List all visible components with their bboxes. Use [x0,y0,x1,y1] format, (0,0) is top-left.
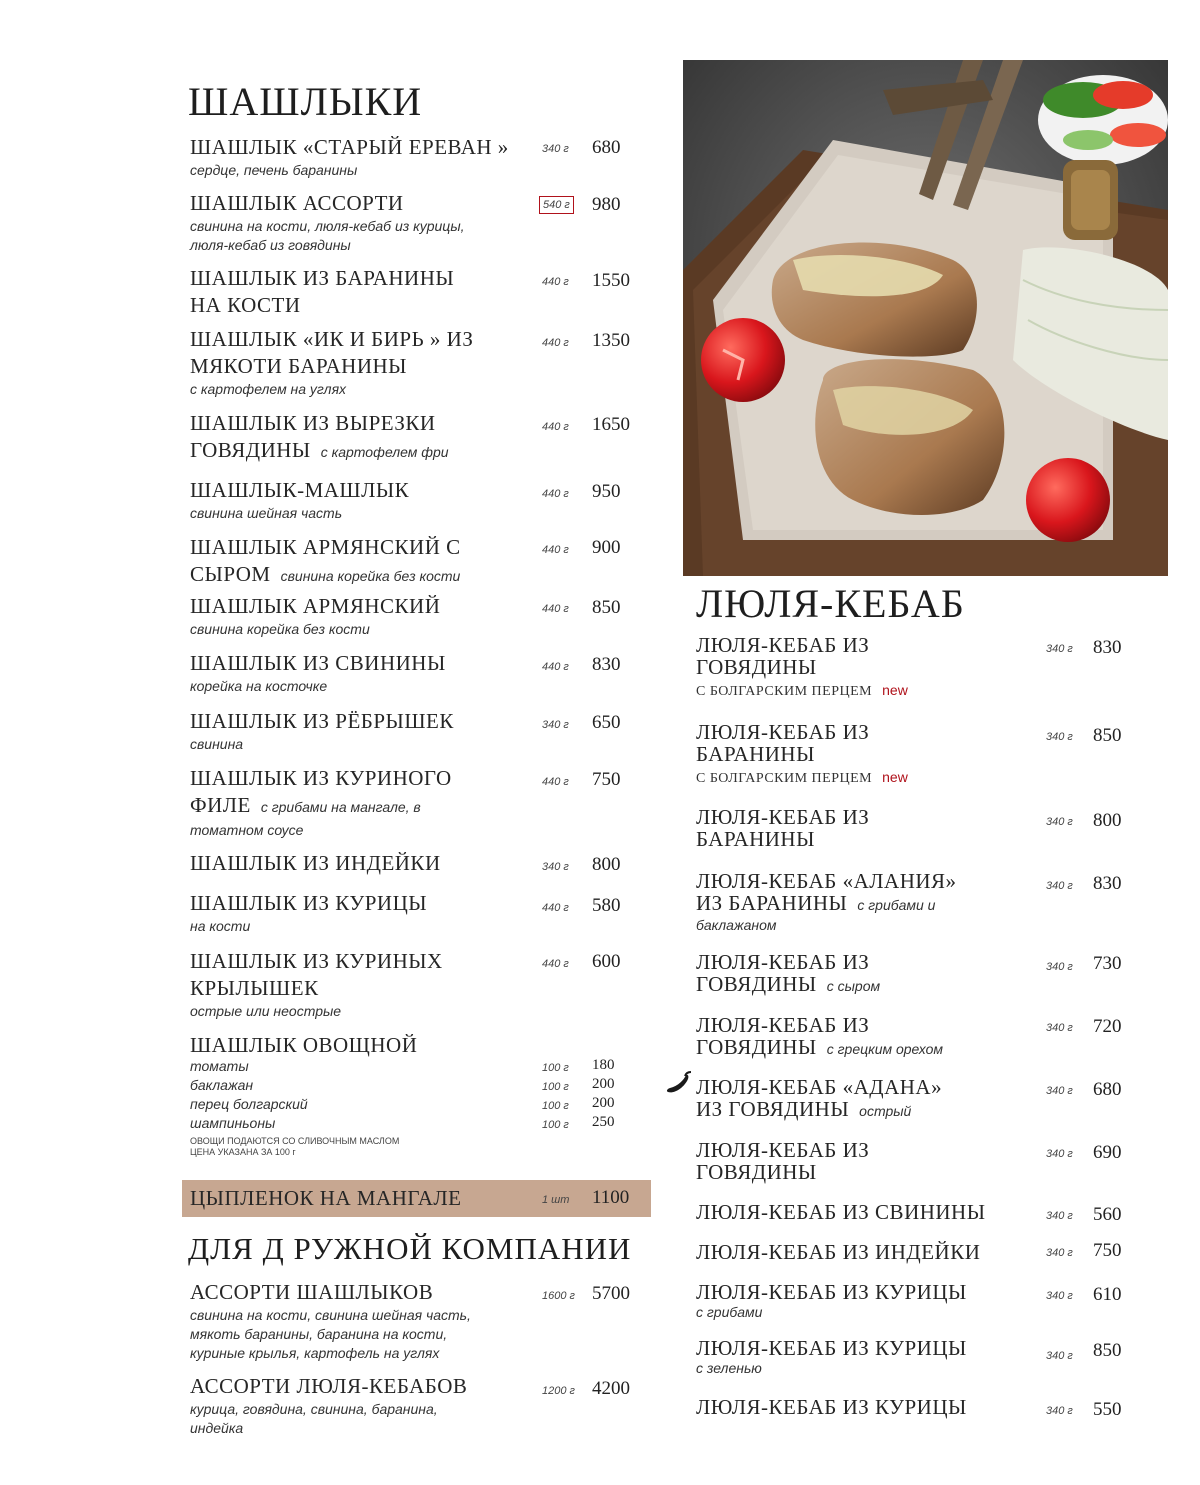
item-price: 1650 [592,414,630,435]
item-weight: 340 г [1046,1148,1073,1160]
veg-row-weight: 100 г [542,1081,569,1093]
menu-item [190,765,452,840]
veg-row-price: 250 [592,1114,615,1130]
item-desc: свинина [190,736,244,752]
item-price: 550 [1093,1399,1122,1420]
item-weight: 1600 г [542,1290,575,1302]
item-name-2: ФИЛЕ [190,793,251,817]
item-name: ШАШЛЫК АРМЯНСКИЙ [190,594,441,618]
item-desc-2: люля-кебаб из говядины [190,237,351,253]
item-desc: свинина на кости, люля-кебаб из курицы, [190,218,465,234]
item-name-2: КРЫЛЫШЕК [190,976,319,1000]
item-desc: с картофелем на углях [190,381,347,397]
item-weight: 340 г [1046,1022,1073,1034]
item-price: 800 [1093,810,1122,831]
menu-item [190,1373,467,1438]
item-price: 580 [592,895,621,916]
item-price: 5700 [592,1283,630,1304]
item-price: 850 [592,597,621,618]
item-desc: с зеленью [696,1360,762,1376]
item-price: 850 [1093,1340,1122,1361]
chicken-price: 1100 [592,1187,630,1208]
item-inline-desc: с грецким орехом [826,1041,943,1057]
item-name: АССОРТИ ЛЮЛЯ-КЕБАБОВ [190,1374,468,1398]
item-weight: 440 г [542,661,569,673]
item-name: ШАШЛЫК ИЗ СВИНИНЫ [190,651,446,675]
item-desc: острые или неострые [190,1003,342,1019]
item-desc: с грибами [696,1304,763,1320]
item-weight: 340 г [1046,961,1073,973]
item-weight: 440 г [542,544,569,556]
item-weight: 340 г [1046,1405,1073,1417]
item-name: ШАШЛЫК ОВОЩНОЙ [190,1033,418,1057]
section-title-shashlyki: ШАШЛЫКИ [188,79,423,124]
section-title-company: ДЛЯ Д РУЖНОЙ КОМПАНИИ [188,1231,632,1266]
menu-item [190,190,465,255]
menu-item [696,634,908,700]
menu-item [190,410,449,466]
menu-item [696,721,908,787]
item-price: 750 [1093,1240,1122,1261]
item-name: ЛЮЛЯ-КЕБАБ ИЗ ИНДЕЙКИ [696,1240,981,1264]
item-name: ШАШЛЫК ИЗ ИНДЕЙКИ [190,851,441,875]
veg-row-weight: 100 г [542,1100,569,1112]
item-weight: 440 г [542,902,569,914]
veg-row-price: 200 [592,1076,615,1092]
item-name: ШАШЛЫК ИЗ КУРИНОГО [190,766,452,790]
item-desc: сердце, печень баранины [190,162,358,178]
item-name: АССОРТИ ШАШЛЫКОВ [190,1280,434,1304]
item-name: ЛЮЛЯ-КЕБАБ ИЗ СВИНИНЫ [696,1200,986,1224]
item-price: 560 [1093,1204,1122,1225]
item-price: 830 [1093,873,1122,894]
item-price: 830 [592,654,621,675]
item-price: 980 [592,194,621,215]
item-name: ЛЮЛЯ-КЕБАБ ИЗ КУРИЦЫ [696,1280,967,1304]
veg-row-label: томаты [190,1058,249,1074]
item-desc: на кости [190,918,251,934]
item-name: ШАШЛЫК «ИК И БИРЬ » ИЗ [190,327,474,351]
item-name: ЛЮЛЯ-КЕБАБ ИЗ [696,1013,870,1037]
item-weight: 340 г [1046,816,1073,828]
item-name: ЛЮЛЯ-КЕБАБ ИЗ КУРИЦЫ [696,1336,967,1360]
menu-item [190,708,454,754]
veg-row-weight: 100 г [542,1062,569,1074]
item-price: 750 [592,769,621,790]
grilled-meat-photo [683,60,1168,576]
item-price: 950 [592,481,621,502]
item-price: 610 [1093,1284,1122,1305]
menu-item-vegetable [190,1032,417,1059]
menu-item [696,1014,943,1060]
item-inline-desc: с сыром [826,978,881,994]
menu-item [696,806,869,850]
item-weight-highlighted: 540 г [539,196,574,214]
item-name: ШАШЛЫК ИЗ КУРИЦЫ [190,891,428,915]
item-desc: корейка на косточке [190,678,328,694]
item-name-2: СЫРОМ [190,562,271,586]
item-price: 680 [1093,1079,1122,1100]
item-name-2: МЯКОТИ БАРАНИНЫ [190,354,407,378]
item-name: ЛЮЛЯ-КЕБАБ ИЗ [696,633,870,657]
menu-item [190,134,509,180]
item-desc: свинина корейка без кости [190,621,370,637]
item-price: 800 [592,854,621,875]
menu-item [696,951,880,997]
item-price: 600 [592,951,621,972]
item-name-2: БАРАНИНЫ [696,827,815,851]
item-desc-2: мякоть баранины, баранина на кости, [190,1326,448,1342]
menu-item [696,1201,986,1223]
item-price: 4200 [592,1378,630,1399]
item-weight: 440 г [542,958,569,970]
menu-item [190,890,427,936]
menu-item [696,1337,967,1378]
item-name: ШАШЛЫК ИЗ ВЫРЕЗКИ [190,411,436,435]
item-name: ШАШЛЫК ИЗ РЁБРЫШЕК [190,709,454,733]
menu-item [190,265,454,319]
item-desc: свинина шейная часть [190,505,343,521]
chili-pepper-icon [664,1070,694,1098]
item-weight: 440 г [542,488,569,500]
item-weight: 340 г [1046,1290,1073,1302]
item-inline-desc: с картофелем фри [320,444,449,460]
item-weight: 340 г [1046,1085,1073,1097]
item-desc-2: индейка [190,1420,244,1436]
item-price: 1350 [592,330,630,351]
menu-item [190,477,409,523]
item-price: 680 [592,137,621,158]
item-name: ШАШЛЫК ИЗ БАРАНИНЫ [190,266,455,290]
menu-item [190,650,446,696]
veg-note-2: ЦЕНА УКАЗАНА ЗА 100 г [190,1147,296,1157]
item-name: ЛЮЛЯ-КЕБАБ ИЗ [696,950,870,974]
item-name-2: БАРАНИНЫ [696,742,815,766]
item-name-2: ГОВЯДИНЫ [696,1035,817,1059]
item-name: ЛЮЛЯ-КЕБАБ ИЗ [696,720,870,744]
item-name: ЛЮЛЯ-КЕБАБ «АЛАНИЯ» [696,869,957,893]
item-name-2: ИЗ ГОВЯДИНЫ [696,1097,850,1121]
item-sub: С БОЛГАРСКИМ ПЕРЦЕМ [696,684,873,699]
item-sub: С БОЛГАРСКИМ ПЕРЦЕМ [696,771,873,786]
item-name-2: ГОВЯДИНЫ [190,438,311,462]
menu-item [696,1396,967,1418]
item-weight: 340 г [542,861,569,873]
item-name: ШАШЛЫК «СТАРЫЙ ЕРЕВАН » [190,135,509,159]
item-name: ЛЮЛЯ-КЕБАБ ИЗ КУРИЦЫ [696,1395,967,1419]
item-price: 690 [1093,1142,1122,1163]
item-price: 850 [1093,725,1122,746]
item-desc: свинина на кости, свинина шейная часть, [190,1307,471,1323]
section-title-lyulya: ЛЮЛЯ-КЕБАБ [696,581,965,626]
item-name-2: ГОВЯДИНЫ [696,972,817,996]
item-weight: 340 г [1046,731,1073,743]
item-weight: 340 г [1046,1210,1073,1222]
item-weight: 340 г [542,143,569,155]
veg-row-label: перец болгарский [190,1096,308,1112]
menu-item [696,1281,967,1322]
item-price: 730 [1093,953,1122,974]
item-name-2: НА КОСТИ [190,293,301,317]
item-weight: 440 г [542,776,569,788]
item-weight: 440 г [542,276,569,288]
item-name: ЛЮЛЯ-КЕБАБ ИЗ [696,1138,870,1162]
item-weight: 1200 г [542,1385,575,1397]
item-price: 1550 [592,270,630,291]
item-weight: 340 г [1046,1350,1073,1362]
item-name: ЛЮЛЯ-КЕБАБ ИЗ [696,805,870,829]
item-name: ШАШЛЫК АРМЯНСКИЙ С [190,535,461,559]
menu-item [190,534,461,590]
item-desc-3: куриные крылья, картофель на углях [190,1345,440,1361]
item-name: ШАШЛЫК ИЗ КУРИНЫХ [190,949,443,973]
menu-item [696,870,957,935]
new-badge: new [882,682,908,698]
item-name: ШАШЛЫК АССОРТИ [190,191,404,215]
item-weight: 340 г [1046,880,1073,892]
item-desc: томатном соусе [190,822,304,838]
item-inline-desc: острый [859,1103,912,1119]
item-name-2: ИЗ БАРАНИНЫ [696,891,848,915]
item-price: 900 [592,537,621,558]
item-name-2: ГОВЯДИНЫ [696,655,817,679]
veg-row-price: 200 [592,1095,615,1111]
veg-row-label: баклажан [190,1077,254,1093]
item-inline-desc: с грибами на мангале, в [260,799,421,815]
item-inline-desc: свинина корейка без кости [280,568,461,584]
item-desc: курица, говядина, свинина, баранина, [190,1401,438,1417]
veg-row-label: шампиньоны [190,1115,276,1131]
item-weight: 340 г [1046,1247,1073,1259]
new-badge: new [882,769,908,785]
veg-row-price: 180 [592,1057,615,1073]
menu-item [696,1139,869,1183]
item-desc: баклажаном [696,917,777,933]
item-weight: 340 г [1046,643,1073,655]
item-weight: 440 г [542,337,569,349]
item-price: 720 [1093,1016,1122,1037]
menu-item [190,850,441,877]
veg-note: ОВОЩИ ПОДАЮТСЯ СО СЛИВОЧНЫМ МАСЛОМ [190,1136,400,1146]
item-price: 830 [1093,637,1122,658]
menu-item [696,1076,942,1122]
menu-item [190,326,473,399]
item-weight: 340 г [542,719,569,731]
menu-item [190,948,443,1021]
item-weight: 440 г [542,603,569,615]
menu-item [190,1279,471,1363]
item-weight: 440 г [542,421,569,433]
item-inline-desc: с грибами и [857,897,936,913]
item-price: 650 [592,712,621,733]
menu-item [696,1241,980,1263]
item-name: ЛЮЛЯ-КЕБАБ «АДАНА» [696,1075,943,1099]
item-name: ШАШЛЫК-МАШЛЫК [190,478,410,502]
chicken-weight: 1 шт [542,1194,570,1206]
item-name-2: ГОВЯДИНЫ [696,1160,817,1184]
chicken-name: ЦЫПЛЕНОК НА МАНГАЛЕ [190,1186,462,1210]
veg-row-weight: 100 г [542,1119,569,1131]
menu-item [190,593,440,639]
